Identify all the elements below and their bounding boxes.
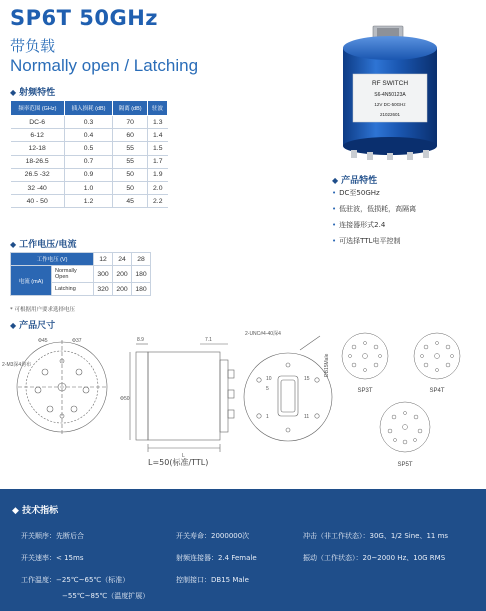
- spec-item: 控制接口：DB15 Male: [176, 576, 249, 584]
- table-cell: 1.9: [148, 168, 168, 181]
- col-header: 频率范围 (GHz): [11, 101, 65, 116]
- table-cell: 1.2: [64, 195, 112, 208]
- features-heading: ◆ 产品特性: [332, 176, 378, 186]
- table-cell: 18-26.5: [11, 155, 65, 168]
- dim-height: Φ50: [120, 396, 130, 402]
- table-cell: 2.0: [148, 181, 168, 194]
- label-line1: RF SWITCH: [371, 80, 409, 87]
- dim-length: L: [182, 453, 185, 459]
- subtitle-chinese: 带负载: [10, 37, 56, 55]
- table-cell: 60: [113, 129, 148, 142]
- spec-item: 射频连接器：2.4 Female: [176, 554, 257, 562]
- pin-5: 5: [266, 386, 269, 392]
- table-cell: 180: [132, 266, 151, 283]
- spec-item: 开关顺序：先断后合: [21, 532, 84, 540]
- spec-item: 冲击（非工作状态）：30G、1/2 Sine、11 ms: [303, 532, 449, 540]
- voltage-label: 工作电压 (V): [11, 253, 94, 266]
- dim-w2: 7.1: [205, 337, 212, 343]
- table-cell: 50: [113, 181, 148, 194]
- spec-item: 开关速率：< 15ms: [21, 554, 84, 562]
- tech-spec-panel: [0, 489, 486, 611]
- table-cell: 12-18: [11, 142, 65, 155]
- table-cell: 1.3: [148, 116, 168, 129]
- table-row: [11, 116, 168, 129]
- diamond-icon: ◆: [332, 176, 339, 185]
- dim-mount: 2-M3深4均布: [2, 362, 32, 368]
- spec-item: 开关寿命：2000000次: [176, 532, 250, 540]
- dim-w1: 8.9: [137, 337, 144, 343]
- table-cell: 1.5: [148, 142, 168, 155]
- tech-spec-heading: ◆ 技术指标: [12, 506, 59, 516]
- table-cell: 200: [113, 266, 132, 283]
- col-header: 隔离 (dB): [113, 101, 148, 116]
- sp5t-pattern: [380, 402, 430, 452]
- table-row: [11, 129, 168, 142]
- rf-spec-table: [10, 100, 168, 208]
- product-photo: [331, 18, 449, 160]
- mode-label: Normally Open: [52, 266, 94, 283]
- bottom-view-drawing: [244, 336, 332, 441]
- current-label: 电流 (mA): [11, 266, 52, 296]
- voltage-note: * 可根据用户要求选择电压: [10, 307, 75, 313]
- list-item: • DC至50GHz: [332, 188, 416, 198]
- length-caption: L=50(标准/TTL): [148, 458, 209, 467]
- table-cell: 1.7: [148, 155, 168, 168]
- subtitle-english: Normally open / Latching: [10, 56, 199, 75]
- table-cell: 0.9: [64, 168, 112, 181]
- table-cell: 6-12: [11, 129, 65, 142]
- table-cell: 1.4: [148, 129, 168, 142]
- label-line3: 12V DC-50GHz: [374, 102, 406, 107]
- table-cell: 180: [132, 283, 151, 296]
- pattern-label-sp4t: SP4T: [429, 388, 445, 394]
- sp3t-pattern: [342, 333, 388, 379]
- top-view-drawing: [17, 340, 107, 434]
- table-cell: 28: [132, 253, 151, 266]
- spec-item: −55℃~85℃（温度扩展）: [62, 592, 150, 600]
- dim-db15: DB15Male: [324, 353, 330, 377]
- label-line2: S6-4N50123A: [374, 92, 406, 98]
- table-row: [11, 142, 168, 155]
- dimensions-heading: ◆ 产品尺寸: [10, 321, 56, 331]
- table-cell: 12: [94, 253, 113, 266]
- features-list: [332, 188, 416, 252]
- vc-section-heading: ◆ 工作电压/电流: [10, 240, 77, 250]
- pin-1: 1: [266, 414, 269, 420]
- table-cell: 300: [94, 266, 113, 283]
- table-cell: 45: [113, 195, 148, 208]
- side-view-drawing: [130, 344, 234, 452]
- diamond-icon: ◆: [10, 240, 17, 249]
- table-row: [11, 181, 168, 194]
- dim-d1: Φ45: [38, 338, 48, 344]
- table-cell: 0.3: [64, 116, 112, 129]
- pin-10: 10: [266, 376, 272, 382]
- diamond-icon: ◆: [12, 506, 23, 516]
- table-cell: 0.4: [64, 129, 112, 142]
- dimension-drawings: [0, 330, 486, 480]
- table-row: [11, 195, 168, 208]
- rf-section-heading: ◆ 射频特性: [10, 88, 56, 98]
- table-row: [11, 168, 168, 181]
- col-header: 驻波: [148, 101, 168, 116]
- pin-11: 11: [304, 414, 310, 420]
- spec-item: 工作温度：−25℃~65℃（标准）: [21, 576, 130, 584]
- mode-label: Latching: [52, 283, 94, 296]
- list-item: • 低驻波，低损耗，高隔离: [332, 204, 416, 214]
- sp4t-pattern: [414, 333, 460, 379]
- table-row: [11, 155, 168, 168]
- table-cell: 26.5 -32: [11, 168, 65, 181]
- table-cell: 50: [113, 168, 148, 181]
- table-cell: 40 - 50: [11, 195, 65, 208]
- table-cell: DC-6: [11, 116, 65, 129]
- spec-item: 振动（工作状态）：20~2000 Hz、10G RMS: [303, 554, 446, 562]
- table-cell: 1.0: [64, 181, 112, 194]
- table-cell: 32 -40: [11, 181, 65, 194]
- list-item: • 可选择TTL电平控制: [332, 236, 416, 246]
- table-row: [11, 266, 151, 283]
- product-title: SP6T 50GHz: [10, 6, 159, 30]
- table-row: [11, 253, 151, 266]
- pin-15: 15: [304, 376, 310, 382]
- table-cell: 70: [113, 116, 148, 129]
- table-cell: 55: [113, 142, 148, 155]
- table-cell: 320: [94, 283, 113, 296]
- table-cell: 24: [113, 253, 132, 266]
- voltage-current-table: [10, 252, 151, 296]
- label-line4: 21022601: [379, 112, 401, 117]
- diamond-icon: ◆: [10, 321, 17, 330]
- table-cell: 55: [113, 155, 148, 168]
- dim-d2: Φ37: [72, 338, 82, 344]
- pattern-label-sp3t: SP3T: [357, 388, 373, 394]
- table-cell: 2.2: [148, 195, 168, 208]
- table-cell: 200: [113, 283, 132, 296]
- pattern-label-sp5t: SP5T: [397, 462, 413, 468]
- table-header-row: [11, 101, 168, 116]
- table-cell: 0.7: [64, 155, 112, 168]
- table-cell: 0.5: [64, 142, 112, 155]
- diamond-icon: ◆: [10, 88, 17, 97]
- dim-screw: 2-UNC#4-40深4: [245, 331, 281, 337]
- col-header: 插入损耗 (dB): [64, 101, 112, 116]
- list-item: • 连接器形式2.4: [332, 220, 416, 230]
